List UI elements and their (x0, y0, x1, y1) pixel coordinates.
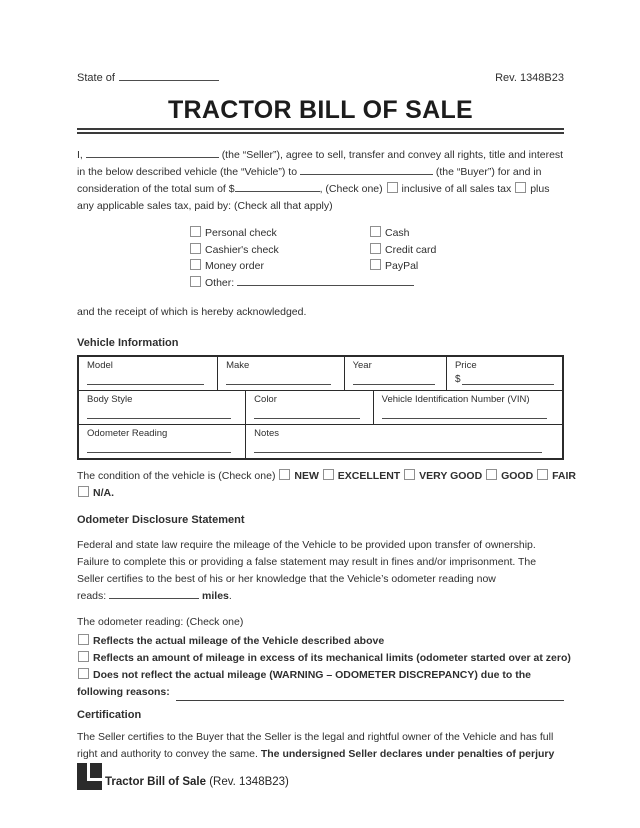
vin-cell (373, 391, 563, 425)
other-payment-blank[interactable] (237, 275, 414, 286)
cash-checkbox[interactable] (370, 226, 381, 237)
notes-blank[interactable] (254, 451, 542, 453)
state-of-label: State of (77, 72, 115, 84)
plus-tax-checkbox[interactable] (515, 182, 526, 193)
intro-after-seller: (the “Seller”), agree to sell, transfer and convey all rights, title and interest in the below described vehicle (the “Vehicle”) to (77, 149, 564, 178)
inclusive-tax-label: inclusive of all sales tax (401, 183, 512, 195)
other-payment-label: Other: (205, 276, 235, 289)
intro-after-buyer: (the “Buyer”) for and in consideration of the total sum of $ (77, 166, 542, 195)
color-cell (246, 391, 374, 425)
odometer-actual-label: Reflects the actual mileage of the Vehicle described above (93, 635, 385, 647)
odometer-options (77, 633, 571, 701)
odometer-paragraph (77, 537, 564, 605)
credit-card-checkbox[interactable] (370, 243, 381, 254)
condition-new-label: NEW (294, 470, 319, 482)
notes-cell (246, 425, 563, 460)
title-divider (77, 128, 564, 134)
payment-row (189, 225, 564, 242)
state-blank[interactable] (119, 70, 219, 81)
odometer-discrepancy-checkbox[interactable] (78, 668, 89, 679)
condition-new-checkbox[interactable] (279, 469, 290, 480)
money-order-checkbox[interactable] (190, 259, 201, 270)
make-cell (218, 356, 345, 391)
odometer-reads-blank[interactable] (109, 588, 199, 599)
cashiers-check-checkbox[interactable] (190, 243, 201, 254)
make-label: Make (226, 360, 250, 371)
payment-row (189, 275, 564, 292)
price-label: Price (454, 360, 477, 371)
model-cell (78, 356, 218, 391)
condition-excellent-label: EXCELLENT (337, 470, 401, 482)
vehicle-info-table (77, 355, 564, 460)
footer-rev: (Rev. 1348B23) (209, 776, 289, 788)
odometer-statement-text: Federal and state law require the mileage of the Vehicle to be provided upon transfer of ownership. Failure to complete this or providing a false statement may result in fines and/or imprisonment. The Seller certifies to the best of his or her knowledge that the Vehicle’s odometer reading now (77, 539, 537, 585)
condition-good-label: GOOD (501, 470, 534, 482)
plus-tax-label: plus any applicable sales tax, paid by: (Check all that apply) (77, 183, 550, 212)
footer-doc-title: Tractor Bill of Sale (105, 776, 206, 788)
personal-check-checkbox[interactable] (190, 226, 201, 237)
vehicle-info-heading: Vehicle Information (77, 337, 179, 349)
credit-card-label: Credit card (385, 243, 437, 256)
seller-name-blank[interactable] (86, 147, 219, 158)
condition-fair-label: FAIR (552, 470, 577, 482)
intro-after-sum: , (Check one) (319, 183, 383, 195)
reads-label: reads: (77, 590, 107, 602)
odometer-heading: Odometer Disclosure Statement (77, 514, 245, 526)
money-order-label: Money order (205, 260, 264, 272)
cash-label: Cash (385, 227, 410, 239)
body-style-cell (78, 391, 246, 425)
make-blank[interactable] (226, 383, 331, 385)
year-label: Year (352, 360, 372, 371)
buyer-name-blank[interactable] (300, 164, 433, 175)
color-blank[interactable] (254, 417, 360, 419)
receipt-acknowledged-line: and the receipt of which is hereby acknowledged. (77, 306, 307, 318)
odometer-excess-checkbox[interactable] (78, 651, 89, 662)
payment-row (189, 258, 564, 275)
payment-method-list (189, 225, 564, 291)
condition-very-good-label: VERY GOOD (419, 470, 483, 482)
payment-row (189, 242, 564, 259)
miles-period: . (228, 590, 232, 602)
following-reasons-label: following reasons: (77, 686, 170, 698)
condition-section (77, 468, 577, 502)
sum-blank[interactable] (235, 181, 320, 192)
model-label: Model (87, 360, 113, 371)
intro-paragraph (77, 147, 564, 215)
following-reasons-line (77, 684, 564, 701)
cashiers-check-label: Cashier's check (205, 243, 279, 256)
odometer-option-3 (77, 667, 564, 684)
certification-paragraph (77, 729, 564, 763)
revision-label: Rev. 1348B23 (495, 72, 564, 84)
year-cell (344, 356, 446, 391)
price-blank[interactable] (462, 383, 554, 385)
discrepancy-reasons-blank[interactable] (176, 688, 564, 701)
odometer-discrepancy-label: Does not reflect the actual mileage (WARNING – ODOMETER DISCREPANCY) due to the (93, 669, 531, 681)
condition-line-2 (77, 485, 564, 502)
odometer-check-lead: The odometer reading: (Check one) (77, 616, 244, 628)
condition-line-1 (77, 468, 577, 485)
certification-text: The Seller certifies to the Buyer that the Seller is the legal and rightful owner of the Vehicle and has full right and authority to convey the same. (77, 731, 554, 760)
footer-logo-icon (77, 763, 102, 790)
paypal-checkbox[interactable] (370, 259, 381, 270)
vin-label: Vehicle Identification Number (VIN) (381, 394, 530, 405)
odometer-cell (78, 425, 246, 460)
condition-na-label: N/A (93, 487, 112, 499)
other-payment-checkbox[interactable] (190, 276, 201, 287)
price-dollar-sign: $ (454, 374, 461, 385)
condition-na-checkbox[interactable] (78, 486, 89, 497)
model-blank[interactable] (87, 383, 204, 385)
certification-bold-text: The undersigned Seller declares under penalties of perjury (260, 748, 555, 760)
miles-label: miles (202, 590, 229, 602)
vin-blank[interactable] (382, 417, 547, 419)
color-label: Color (254, 394, 277, 405)
footer-text (105, 776, 289, 790)
price-cell (446, 356, 563, 391)
odometer-label: Odometer Reading (87, 428, 168, 439)
condition-fair-checkbox[interactable] (537, 469, 548, 480)
condition-very-good-checkbox[interactable] (404, 469, 415, 480)
personal-check-label: Personal check (205, 227, 277, 239)
paypal-label: PayPal (385, 260, 419, 272)
page-title: TRACTOR BILL OF SALE (167, 96, 474, 124)
certification-heading: Certification (77, 709, 142, 721)
intro-lead: I, (77, 149, 83, 161)
odometer-actual-checkbox[interactable] (78, 634, 89, 645)
page-footer (77, 763, 289, 790)
notes-label: Notes (254, 428, 279, 439)
year-blank[interactable] (353, 383, 435, 385)
odometer-option-2 (77, 650, 571, 667)
odometer-blank[interactable] (87, 451, 231, 453)
condition-excellent-checkbox[interactable] (323, 469, 334, 480)
condition-lead: The condition of the vehicle is (Check one) (77, 470, 276, 482)
odometer-excess-label: Reflects an amount of mileage in excess of its mechanical limits (odometer started over at zero) (93, 652, 571, 664)
odometer-reads-line (77, 588, 564, 605)
odometer-option-1 (77, 633, 564, 650)
header-row (77, 70, 564, 87)
body-style-blank[interactable] (87, 417, 231, 419)
condition-period: . (111, 487, 115, 499)
condition-good-checkbox[interactable] (486, 469, 497, 480)
body-style-label: Body Style (87, 394, 133, 405)
inclusive-tax-checkbox[interactable] (387, 182, 398, 193)
